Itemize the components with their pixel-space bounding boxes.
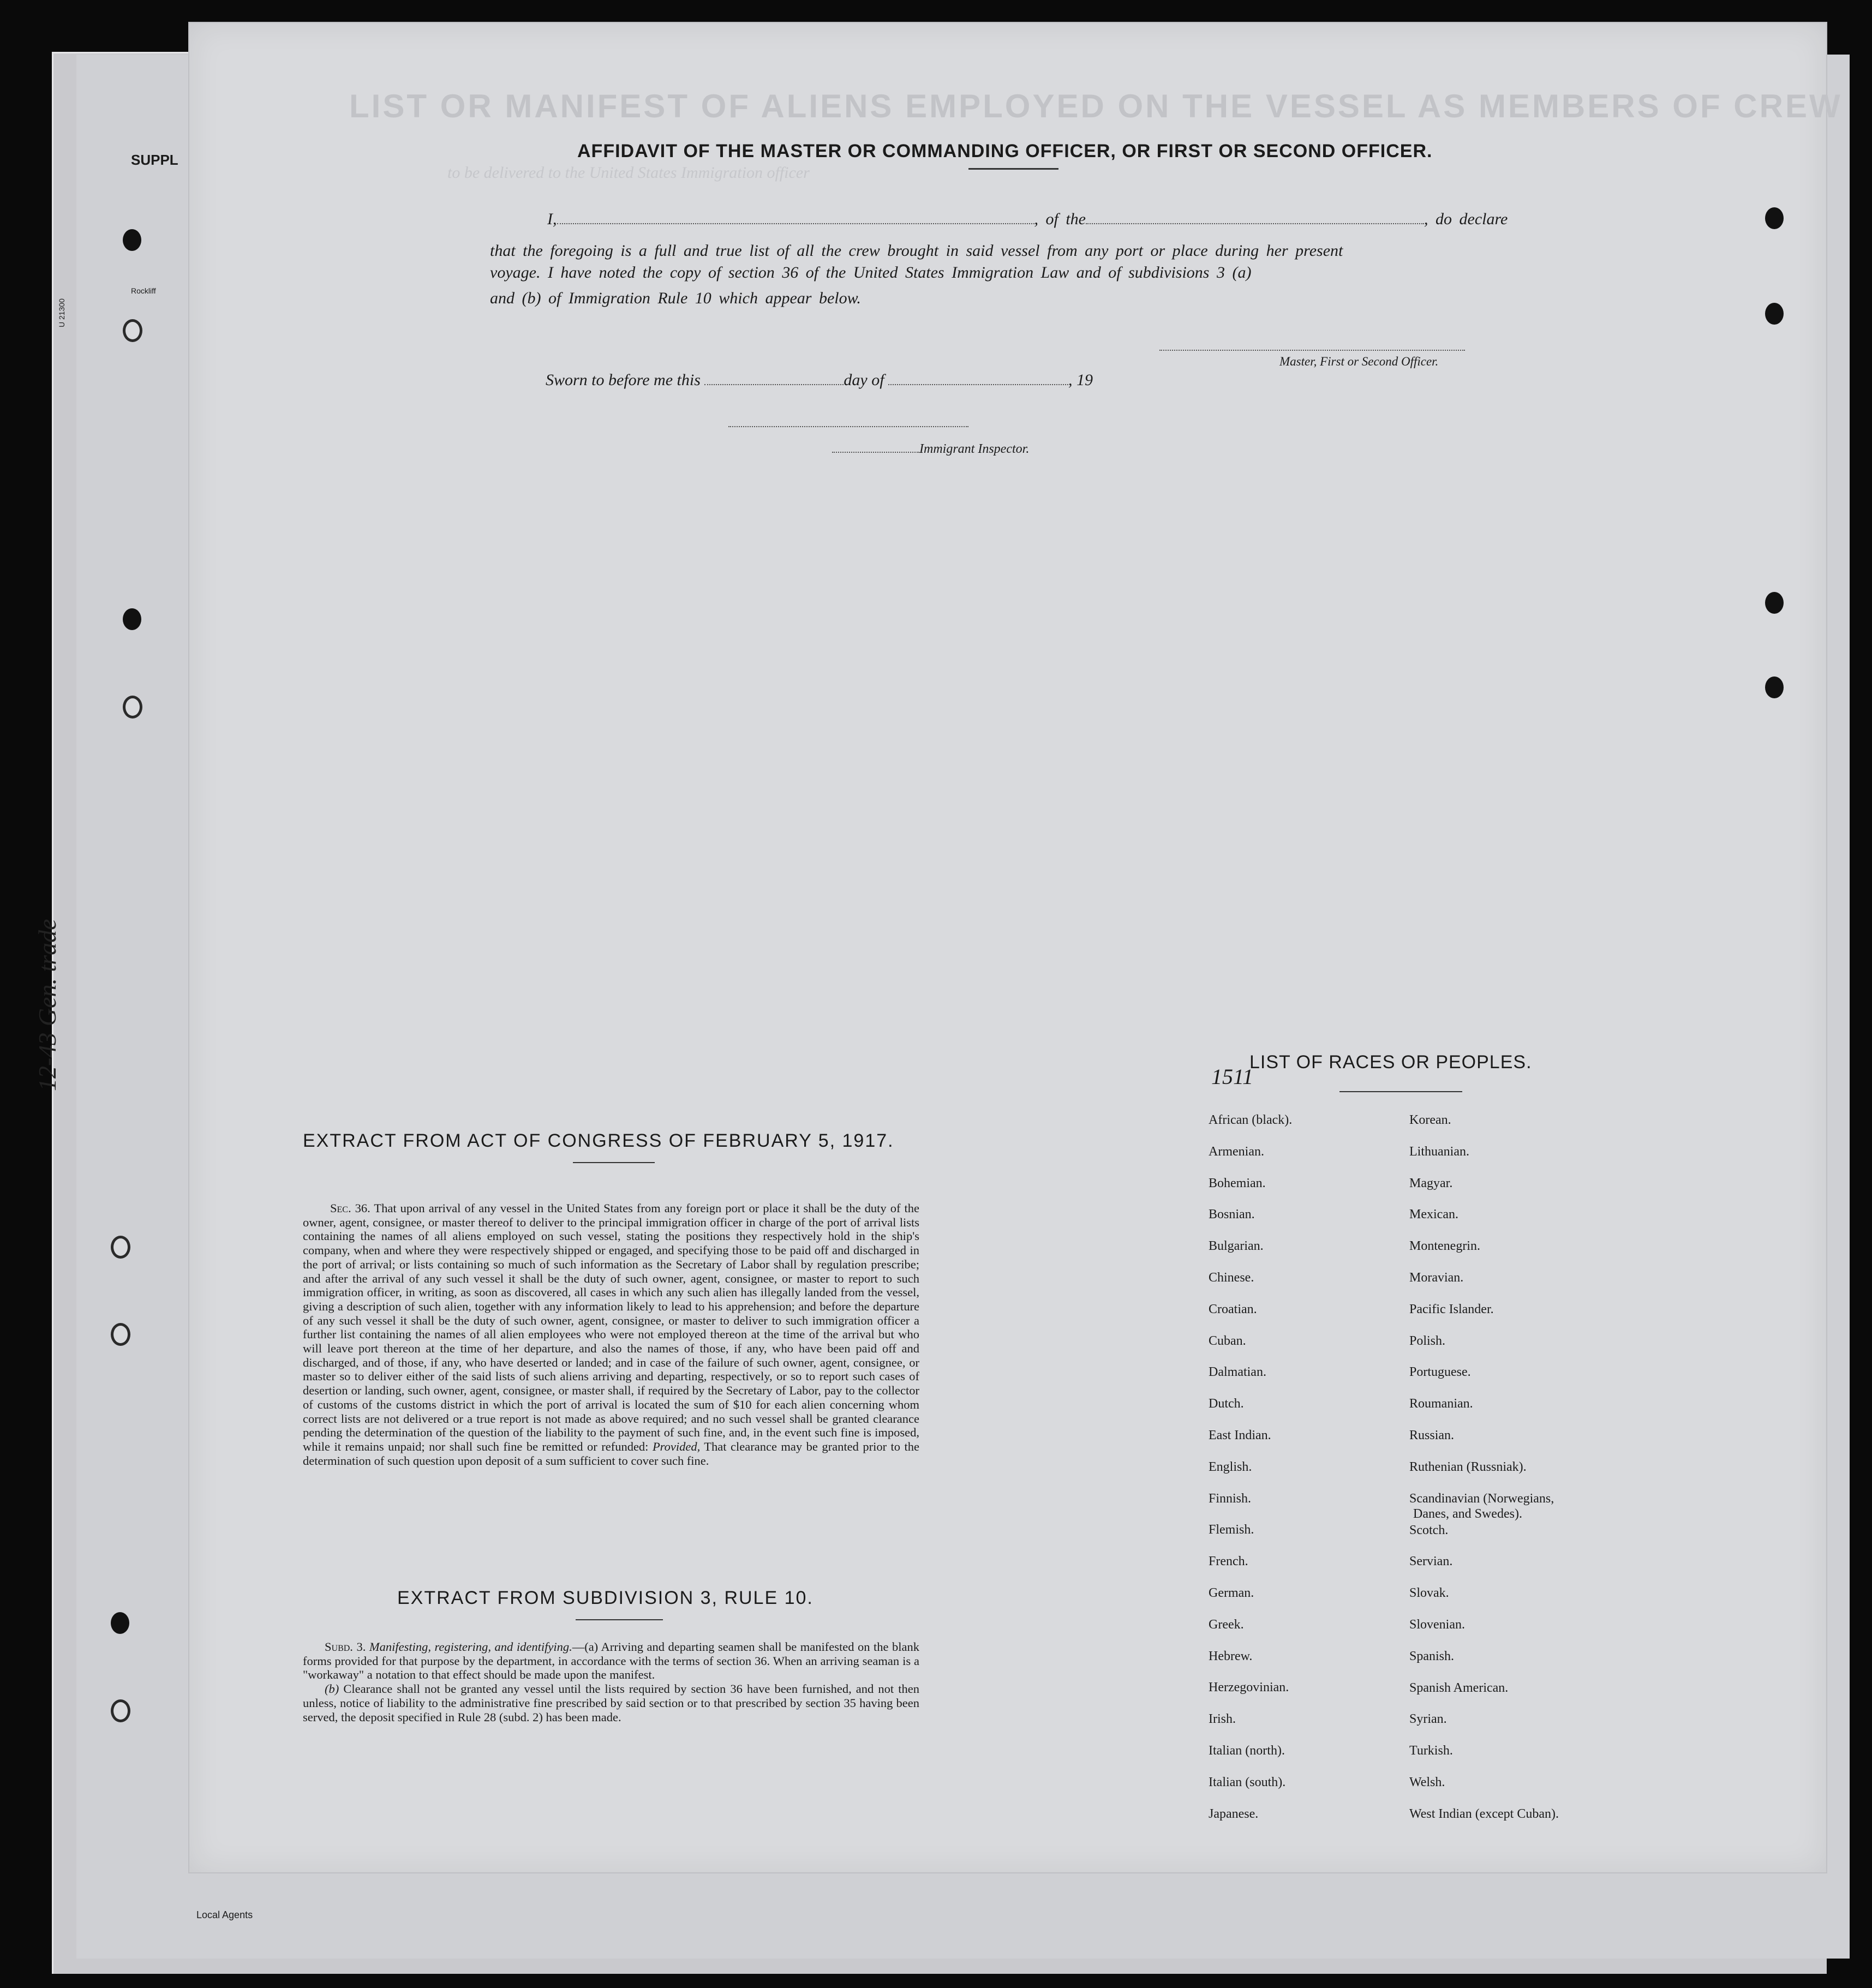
- subd-label: Subd. 3.: [325, 1640, 366, 1654]
- race-item: French.: [1209, 1554, 1248, 1569]
- handwritten-number: 1511: [1211, 1064, 1254, 1089]
- affidavit-line-3: voyage. I have noted the copy of section 36 of the United States Immigration Law and of subdivisions 3 (a): [490, 264, 1252, 282]
- form-code: U 21300: [57, 298, 66, 327]
- races-title: LIST OF RACES OR PEOPLES.: [1249, 1052, 1532, 1073]
- para-b-label: (b): [325, 1682, 339, 1696]
- binder-hole: [111, 1323, 130, 1346]
- race-item: Cuban.: [1209, 1333, 1246, 1348]
- race-item: Moravian.: [1409, 1271, 1464, 1285]
- race-item: Turkish.: [1409, 1744, 1453, 1758]
- race-item: Italian (north).: [1209, 1744, 1285, 1758]
- race-item: Japanese.: [1209, 1806, 1259, 1821]
- proviso-text: That clearance may be granted prior to the determination of such question upon deposit of a sum sufficient to cover such fine.: [303, 1439, 920, 1468]
- para-b: Clearance shall not be granted any vessel until the lists required by section 36 have been furnished, and not then unless, notice of liability to the administrative fine prescribed by said section or to that prescribed by section 35 having been served, the deposit specified in Rule 28 (subd. 2) has been made.: [303, 1682, 919, 1724]
- race-item: German.: [1209, 1586, 1254, 1600]
- race-item: Slovak.: [1409, 1586, 1449, 1601]
- act-title-underline: [573, 1162, 655, 1163]
- race-item: Irish.: [1209, 1712, 1236, 1727]
- sworn-prefix: Sworn to before me this: [546, 371, 701, 389]
- subd-heading: Manifesting, registering, and identifying.: [369, 1640, 572, 1654]
- left-header-fragment: SUPPL: [131, 152, 178, 168]
- race-item: Spanish.: [1409, 1649, 1455, 1663]
- race-item: Portuguese.: [1409, 1365, 1471, 1380]
- affidavit-line-4: and (b) of Immigration Rule 10 which appear below.: [490, 289, 861, 307]
- race-item: Dutch.: [1209, 1397, 1244, 1411]
- left-small-fragment: Rockliff: [131, 286, 156, 295]
- act-extract-title: EXTRACT FROM ACT OF CONGRESS OF FEBRUARY 5, 1917.: [303, 1130, 894, 1151]
- race-item: Russian.: [1409, 1428, 1455, 1442]
- binder-hole: [1765, 303, 1784, 325]
- sworn-line: [546, 371, 1093, 390]
- bleed-through-subheader: to be delivered to the United States Immigration officer: [447, 164, 810, 182]
- race-item: Bulgarian.: [1209, 1239, 1264, 1254]
- race-item: Croatian.: [1209, 1302, 1257, 1316]
- affidavit-line-1: [490, 210, 1508, 229]
- race-item: Syrian.: [1409, 1712, 1447, 1727]
- inspector-signature-blank[interactable]: [728, 420, 968, 430]
- race-item: Lithuanian.: [1409, 1144, 1469, 1159]
- race-item: Chinese.: [1209, 1271, 1254, 1285]
- sec-body: That upon arrival of any vessel in the United States from any foreign port or place it shall be the duty of the owner, agent, consignee, or master thereof to deliver to the principal immigration officer in charge of the port of arrival lists containing the names of all aliens employed on such vessel, stating the positions they respectively hold in the ship's company, when and where they were respectively shipped or engaged, and specifying those to be paid off and discharged in the port of arrival; or lists containing so much of such information as the Secretary of Labor shall by regulation prescribe; and after the arrival of any such vessel it shall be the duty of such owner, agent, consignee, or master to report to such immigration officer, in writing, as soon as discovered, all cases in which any such alien has illegally landed from the vessel, giving a description of such alien, together with any information likely to lead to his apprehension; and before the departure of any such vessel it shall be the duty of such owner, agent, consignee, or master to deliver to such immigration officer a further list containing the names of all alien employees who were not employed thereon at the time of the arrival but who will leave port thereon at the time of her departure, and also the names of those, if any, who have been paid off and discharged, and of those, if any, who have deserted or landed; and in case of the failure of such owner, agent, consignee, or master so to deliver either of the said lists of such aliens arriving and departing, respectively, or so to report such cases of desertion or landing, such owner, agent, consignee, or master shall, if required by the Secretary of Labor, pay to the collector of customs of the customs district in which the port of arrival is located the sum of $10 for each alien concerning whom correct lists are not delivered or a true report is not made as above required; and no such vessel shall be granted clearance pending the determination of the question of the liability to the payment of such fine, and, in the event such fine is imposed, while it remains unpaid; nor shall such fine be remitted or refunded:: [303, 1201, 919, 1453]
- race-item: East Indian.: [1209, 1428, 1271, 1442]
- day-blank[interactable]: [704, 384, 844, 385]
- line1-mid: , of the: [1034, 210, 1086, 228]
- race-item: Polish.: [1409, 1333, 1446, 1348]
- race-item: Montenegrin.: [1409, 1239, 1480, 1254]
- race-item: West Indian (except Cuban).: [1409, 1806, 1559, 1821]
- subdivision-3-text: [303, 1640, 919, 1724]
- race-item: English.: [1209, 1459, 1252, 1474]
- binder-hole: [123, 696, 142, 718]
- race-item: Dalmatian.: [1209, 1365, 1266, 1380]
- inspector-caption: Immigrant Inspector.: [919, 442, 1030, 456]
- race-item: Finnish.: [1209, 1491, 1252, 1506]
- binder-hole: [1765, 676, 1784, 698]
- para-a: —(a) Arriving and departing seamen shall be manifested on the blank forms provided for that purpose by the department, in accordance with the terms of section 36. When an arriving seaman is a "workaway" a notation to that effect should be made upon the manifest.: [303, 1640, 920, 1682]
- local-agents-label: Local Agents: [196, 1909, 253, 1920]
- race-item: Scotch.: [1409, 1523, 1449, 1537]
- race-item: Spanish American.: [1409, 1680, 1509, 1695]
- binder-hole: [111, 1236, 130, 1259]
- binder-hole: [1765, 592, 1784, 614]
- affidavit-line-2: that the foregoing is a full and true list of all the crew brought in said vessel from any port or place during her present: [490, 242, 1343, 260]
- race-item: Ruthenian (Russniak).: [1409, 1459, 1527, 1474]
- race-item: Pacific Islander.: [1409, 1302, 1494, 1316]
- race-item: Armenian.: [1209, 1144, 1264, 1159]
- vessel-blank[interactable]: [1086, 223, 1424, 224]
- race-item: Servian.: [1409, 1554, 1453, 1569]
- line1-suffix: , do declare: [1424, 210, 1508, 228]
- line1-prefix: I,: [547, 210, 557, 228]
- race-item: Danes, and Swedes).: [1413, 1506, 1522, 1521]
- name-blank[interactable]: [557, 223, 1034, 224]
- binder-hole: [111, 1699, 130, 1722]
- race-item: Scandinavian (Norwegians,: [1409, 1491, 1554, 1506]
- rule-extract-title: EXTRACT FROM SUBDIVISION 3, RULE 10.: [397, 1588, 814, 1608]
- proviso-label: Provided,: [652, 1439, 701, 1453]
- race-item: Magyar.: [1409, 1176, 1453, 1190]
- affidavit-title: AFFIDAVIT OF THE MASTER OR COMMANDING OFFICER, OR FIRST OR SECOND OFFICER.: [577, 141, 1433, 161]
- race-item: Bohemian.: [1209, 1176, 1266, 1190]
- title-underline: [968, 168, 1058, 170]
- signature-caption: Master, First or Second Officer.: [1279, 355, 1439, 368]
- section-36-text: [303, 1201, 919, 1468]
- handwritten-margin-note: 12-43 Gen. trade: [33, 919, 61, 1091]
- race-item: Mexican.: [1409, 1207, 1458, 1222]
- race-item: Greek.: [1209, 1617, 1244, 1632]
- rule-title-underline: [576, 1619, 663, 1620]
- binder-hole: [123, 319, 142, 342]
- month-blank[interactable]: [888, 384, 1068, 385]
- race-item: Roumanian.: [1409, 1397, 1473, 1411]
- race-item: Welsh.: [1409, 1775, 1445, 1789]
- race-item: Herzegovinian.: [1209, 1680, 1289, 1695]
- inspector-line: [832, 442, 1029, 457]
- race-item: Italian (south).: [1209, 1775, 1286, 1789]
- sec-label: Sec. 36.: [330, 1201, 370, 1215]
- signature-blank[interactable]: [1159, 344, 1465, 354]
- race-item: Flemish.: [1209, 1523, 1254, 1537]
- race-item: Slovenian.: [1409, 1618, 1465, 1632]
- race-item: Bosnian.: [1209, 1207, 1255, 1222]
- sworn-suffix: , 19: [1068, 371, 1093, 389]
- binder-hole: [123, 608, 141, 630]
- binder-hole: [1765, 207, 1784, 229]
- races-title-underline: [1339, 1091, 1462, 1092]
- race-item: African (black).: [1209, 1113, 1293, 1127]
- binder-hole: [123, 229, 141, 251]
- binder-hole: [111, 1612, 129, 1634]
- race-item: Korean.: [1409, 1113, 1451, 1127]
- bleed-through-header: LIST OR MANIFEST OF ALIENS EMPLOYED ON THE VESSEL AS MEMBERS OF CREW: [349, 88, 1843, 124]
- sworn-mid: day of: [844, 371, 884, 389]
- race-item: Hebrew.: [1209, 1649, 1253, 1663]
